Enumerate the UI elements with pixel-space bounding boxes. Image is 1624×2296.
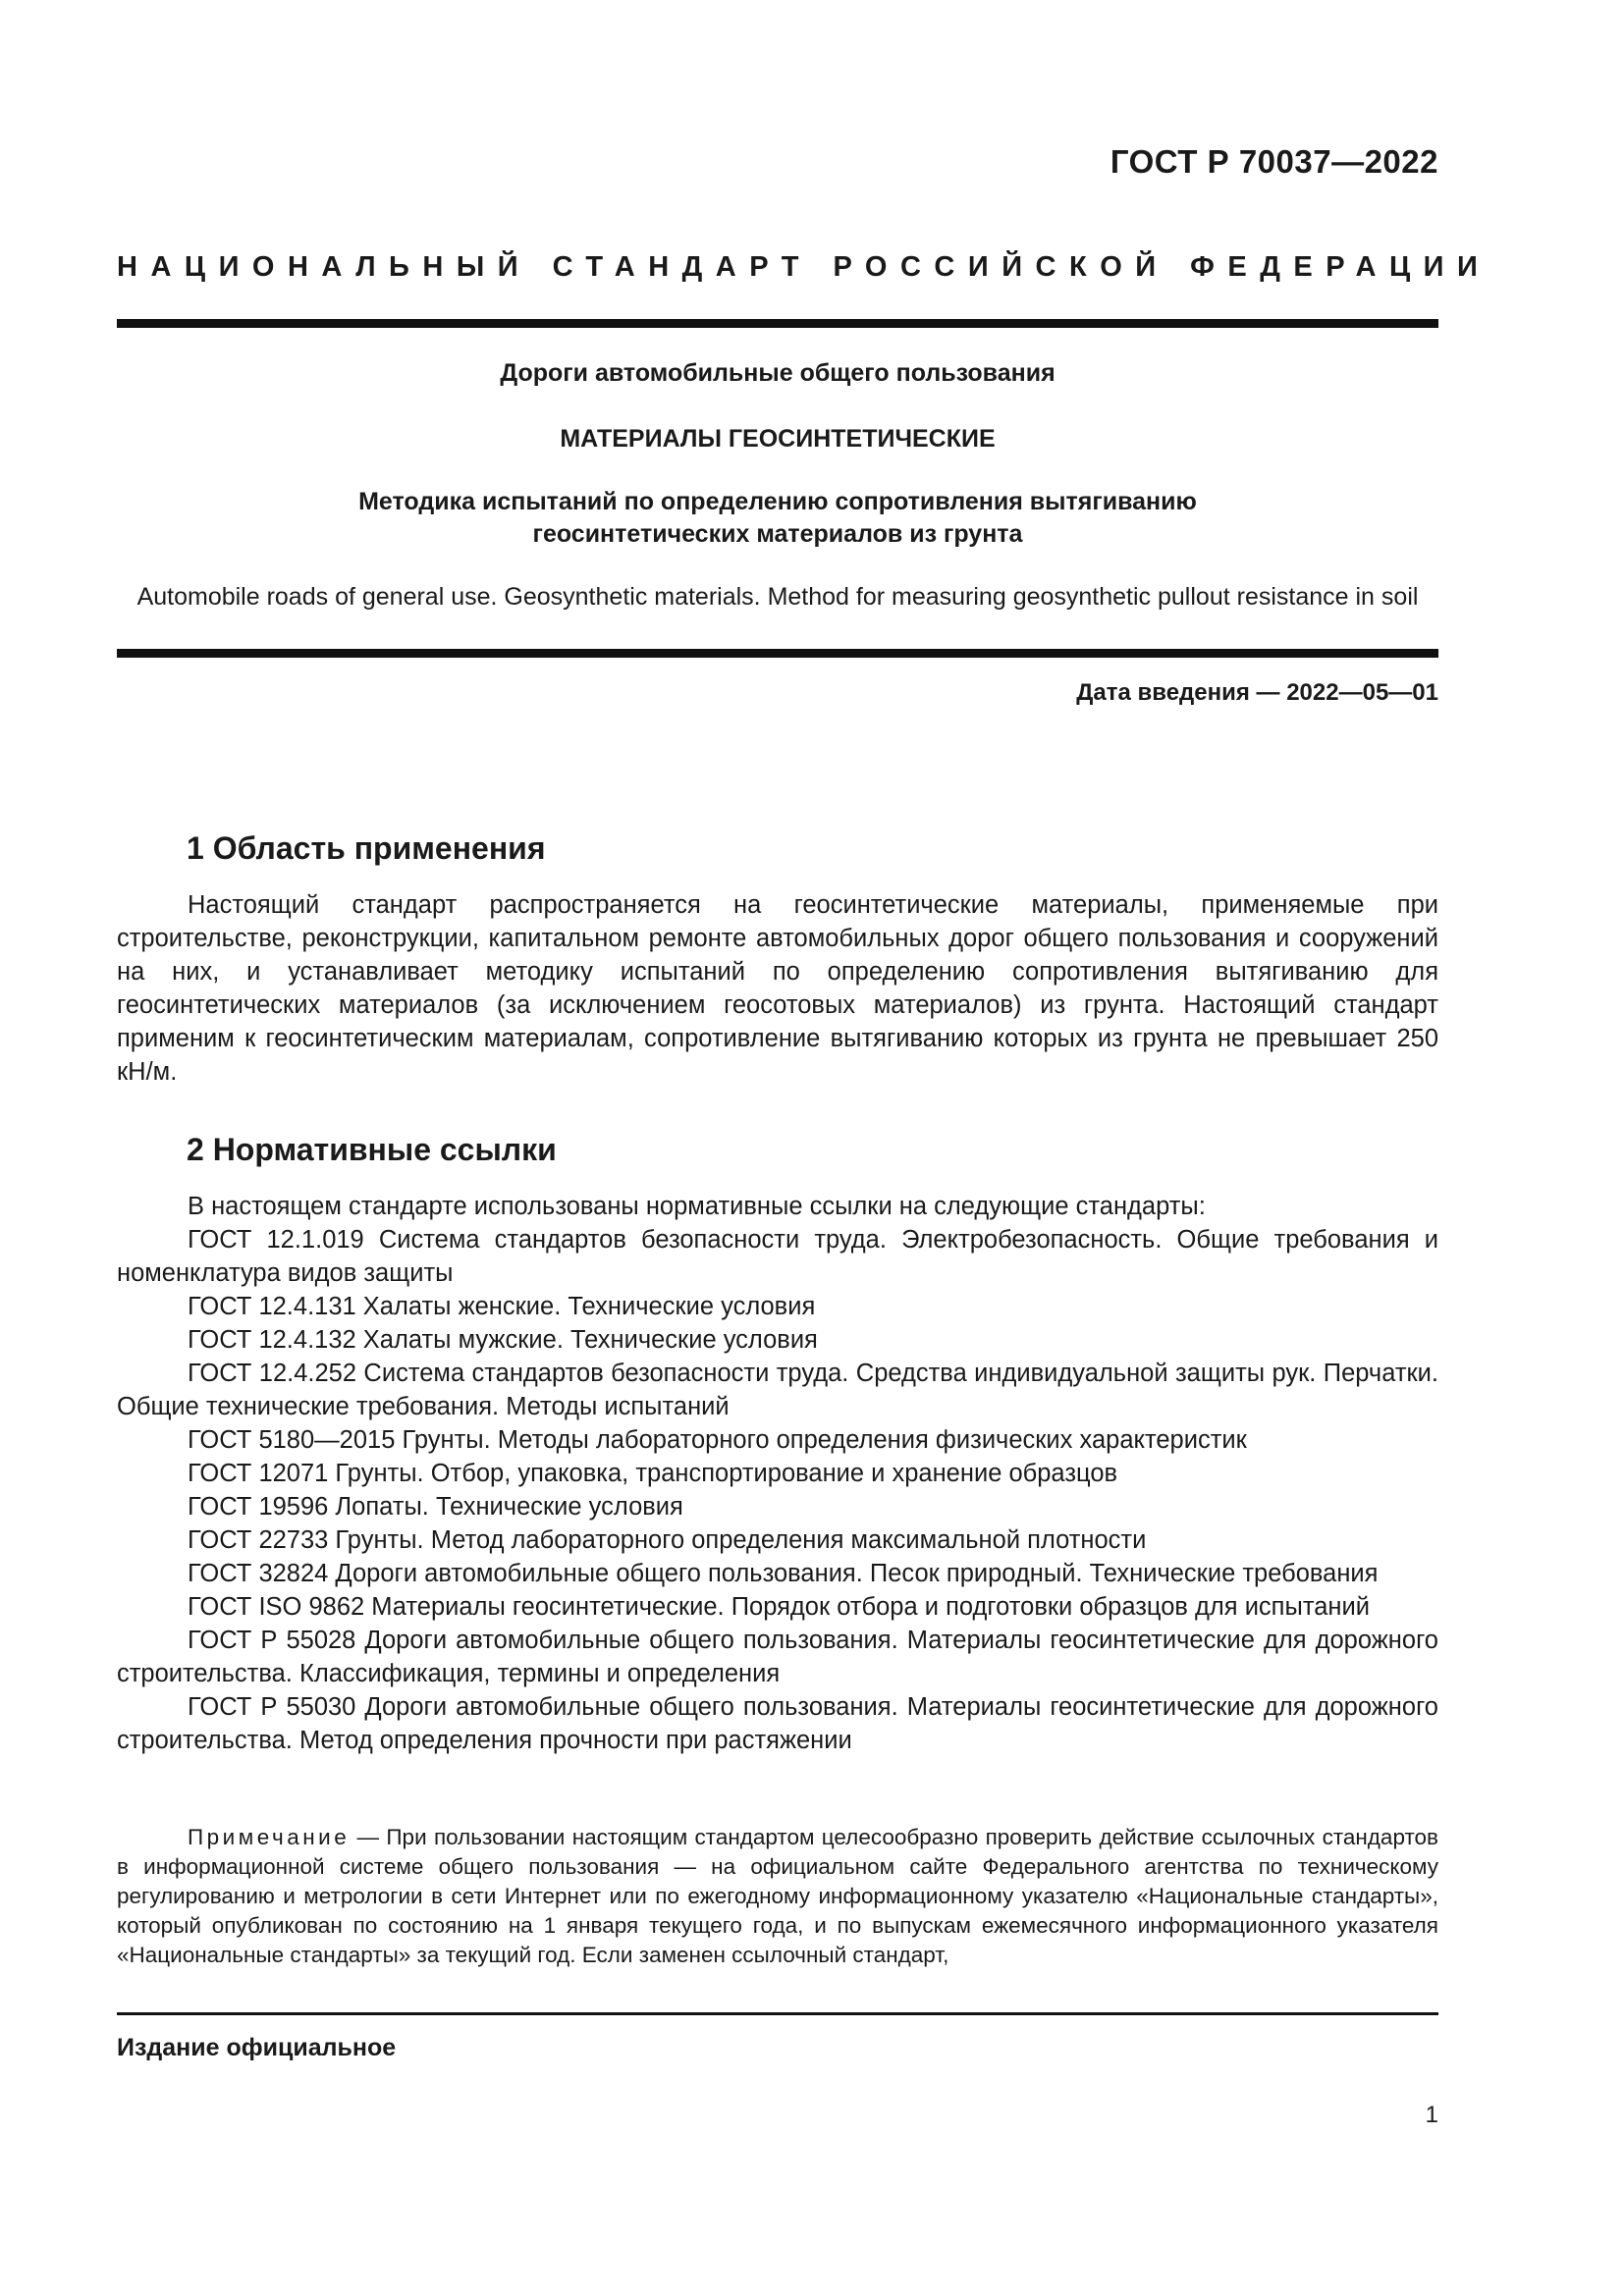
reference-item: ГОСТ 19596 Лопаты. Технические условия <box>188 1493 683 1521</box>
references-intro: В настоящем стандарте использованы нормативные ссылки на следующие стандарты: <box>188 1193 1206 1220</box>
section-2-body <box>117 1190 1438 1757</box>
title-english: Automobile roads of general use. Geosynthetic materials. Method for measuring geosynthetic pullout resistance in soil <box>136 583 1419 611</box>
reference-item: ГОСТ ISO 9862 Материалы геосинтетические. Порядок отбора и подготовки образцов для испытаний <box>188 1593 1370 1621</box>
document-page <box>117 0 1491 2296</box>
reference-item: ГОСТ 32824 Дороги автомобильные общего пользования. Песок природный. Технические требования <box>188 1560 1379 1587</box>
section-1-heading: 1 Область применения <box>187 830 546 866</box>
section-1-paragraph: Настоящий стандарт распространяется на геосинтетические материалы, применяемые при строительстве, реконструкции, капитальном ремонте автомобильных дорог общего пользования и сооружений на них, и устанавливает методику испытаний по определению сопротивления вытягиванию для геосинтетических материалов (за исключением геосотовых материалов) из грунта. Настоящий стандарт применим к геосинтетическим материалам, сопротивление вытягиванию которых из грунта не превышает 250 кН/м. <box>117 891 1438 1086</box>
reference-item: ГОСТ 12071 Грунты. Отбор, упаковка, транспортирование и хранение образцов <box>188 1460 1118 1487</box>
note-text: — При пользовании настоящим стандартом целесообразно проверить действие ссылочных стандартов в информационной системе общего пользования — на официальном сайте Федерального агентства по техническому регулированию и метрологии в сети Интернет или по ежегодному информационному указателю «Национальные стандарты», который опубликован по состоянию на 1 января текущего года, и по выпускам ежемесячного информационного указателя «Национальные стандарты» за текущий год. Если заменен ссылочный стандарт, <box>117 1825 1438 1967</box>
introduction-date: Дата введения — 2022—05—01 <box>1076 679 1438 706</box>
title-line-3a: Методика испытаний по определению сопротивления вытягиванию <box>358 488 1197 515</box>
section-2-heading: 2 Нормативные ссылки <box>187 1132 557 1167</box>
reference-item: ГОСТ 12.1.019 Система стандартов безопасности труда. Электробезопасность. Общие требования и номенклатура видов защиты <box>117 1226 1438 1287</box>
note-paragraph <box>117 1823 1438 1970</box>
reference-item: ГОСТ Р 55028 Дороги автомобильные общего пользования. Материалы геосинтетические для дорожного строительства. Классификация, термины и определения <box>117 1627 1438 1687</box>
national-standard-banner: НАЦИОНАЛЬНЫЙ СТАНДАРТ РОССИЙСКОЙ ФЕДЕРАЦИИ <box>117 251 1491 283</box>
reference-item: ГОСТ 12.4.131 Халаты женские. Технические условия <box>188 1293 816 1320</box>
standard-number: ГОСТ Р 70037—2022 <box>1110 143 1438 180</box>
reference-item: ГОСТ 5180—2015 Грунты. Методы лабораторного определения физических характеристик <box>188 1426 1247 1454</box>
title-line-2: МАТЕРИАЛЫ ГЕОСИНТЕТИЧЕСКИЕ <box>560 425 996 453</box>
reference-item: ГОСТ 12.4.132 Халаты мужские. Технические условия <box>188 1326 818 1354</box>
header-rule <box>117 319 1438 328</box>
section-1-body <box>117 888 1438 1089</box>
page-number: 1 <box>1425 2102 1438 2128</box>
reference-item: ГОСТ Р 55030 Дороги автомобильные общего пользования. Материалы геосинтетические для дорожного строительства. Метод определения прочности при растяжении <box>117 1693 1438 1754</box>
title-rule <box>117 649 1438 658</box>
title-line-3b: геосинтетических материалов из грунта <box>532 520 1023 548</box>
note-label: Примечание <box>188 1825 351 1849</box>
reference-item: ГОСТ 12.4.252 Система стандартов безопасности труда. Средства индивидуальной защиты рук. Перчатки. Общие технические требования. Методы испытаний <box>117 1360 1438 1420</box>
official-edition-label: Издание официальное <box>117 2034 397 2061</box>
footer-rule <box>117 2012 1438 2015</box>
reference-item: ГОСТ 22733 Грунты. Метод лабораторного определения максимальной плотности <box>188 1526 1147 1554</box>
title-line-1: Дороги автомобильные общего пользования <box>500 359 1056 387</box>
